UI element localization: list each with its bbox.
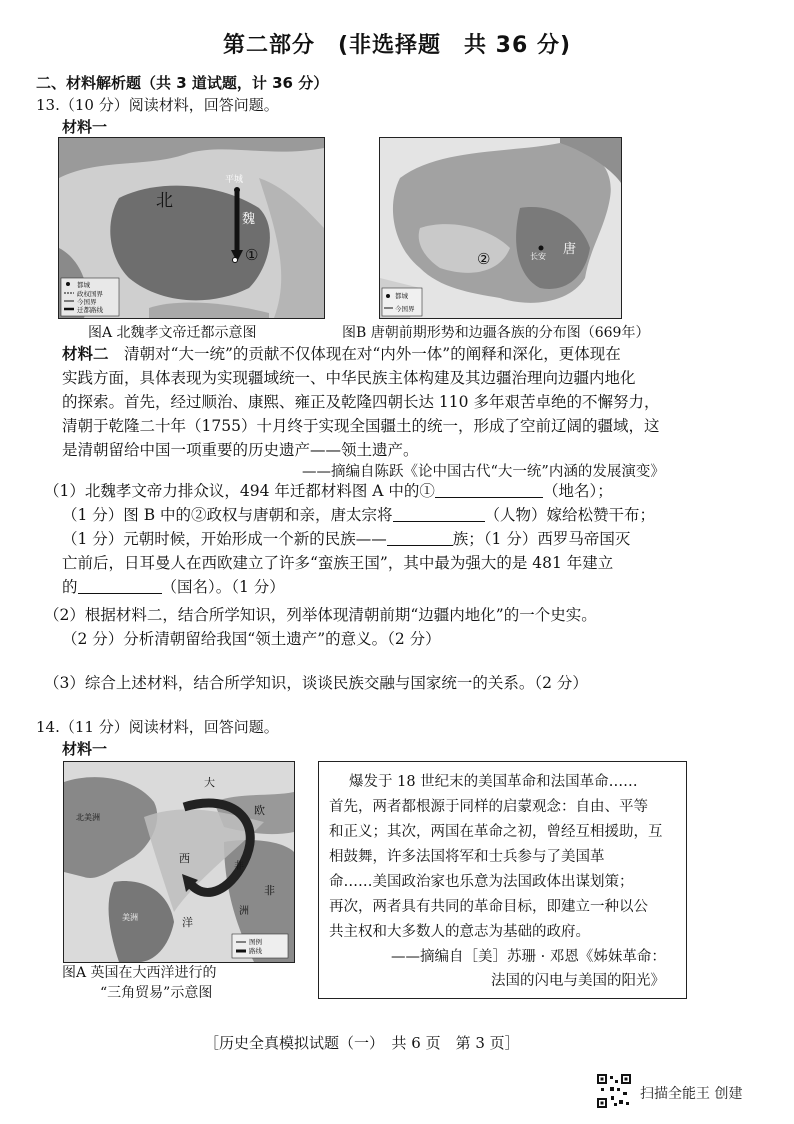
legend-trade-2: 路线 — [249, 947, 262, 955]
q13-1-text-d: （人物）嫁给松赞干布； — [484, 506, 656, 524]
quote-line-2: 首先，两者都根源于同样的启蒙观念：自由、平等 — [329, 799, 648, 815]
answer-blank-kingdom[interactable] — [78, 577, 162, 594]
marker-2: ② — [477, 250, 491, 268]
answer-blank-ethnic[interactable] — [387, 529, 453, 546]
quote-line-3: 和正义；其次，两国在革命之初，曾经互相援助，互 — [329, 824, 663, 840]
trade-map-caption-1: 图A 英国在大西洋进行的 — [62, 965, 217, 981]
label-xi: 西 — [179, 852, 190, 865]
q13-1-text-h: （国名）。（1 分） — [161, 578, 285, 596]
q13-1-line-3 — [62, 527, 630, 552]
m2-source: ——摘编自陈跃《论中国古代“大一统”内涵的发展演变》 — [302, 464, 665, 480]
q13-1-text-f: 族；（1 分）西罗马帝国灭 — [452, 530, 631, 548]
map-tang-drawing — [380, 138, 621, 318]
watermark-text: 扫描全能王 创建 — [640, 1086, 743, 1102]
quote-source-2: 法国的闪电与美国的阳光》 — [491, 973, 665, 989]
qr-code — [597, 1074, 631, 1108]
label-pingcheng: 平城 — [225, 175, 244, 185]
legend-boundary: 政权国界 — [77, 290, 103, 298]
label-bei: 北 — [156, 191, 173, 211]
q13-material-2-label: 材料二 — [62, 345, 109, 363]
quote-line-5: 命……美国政治家也乐意为法国政体出谋划策； — [329, 874, 634, 890]
answer-blank-person[interactable] — [393, 505, 485, 522]
legend-route: 迁都路线 — [77, 306, 103, 314]
q13-1-line-4: 亡前后，日耳曼人在西欧建立了许多“蛮族王国”，其中最为强大的是 481 年建立 — [62, 554, 614, 572]
m2-line-2: 实践方面，具体表现为实现疆域统一、中华民族主体构建及其边疆治理向边疆内地化 — [62, 369, 636, 387]
label-north-america: 北美洲 — [76, 813, 100, 822]
map-tang-dynasty — [379, 137, 622, 319]
q13-1-text-e: （1 分）元朝时候，开始形成一个新的民族—— — [62, 530, 387, 548]
map-b-caption: 图B 唐朝前期形势和边疆各族的分布图（669年） — [342, 325, 650, 341]
label-wei: 魏 — [242, 212, 256, 227]
q13-1-line-5 — [62, 575, 285, 600]
q13-material-1-label: 材料一 — [62, 118, 108, 136]
m2-line-1: 清朝对“大一统”的贡献不仅体现在对“内外一体”的阐释和深化，更体现在 — [124, 345, 621, 363]
q13-1-text-g: 的 — [62, 578, 78, 596]
legend-modern-border: 今国界 — [77, 298, 97, 306]
label-changan: 长安 — [530, 252, 546, 261]
map-a-caption: 图A 北魏孝文帝迁都示意图 — [88, 325, 257, 341]
quote-box — [318, 761, 687, 999]
quote-line-7: 共主权和大多数人的意志为基础的政府。 — [329, 924, 590, 940]
legend-trade-1: 图例 — [249, 938, 262, 946]
label-south-america: 美洲 — [122, 913, 138, 922]
legend-b-border: 今国界 — [395, 305, 415, 313]
label-fei: 非 — [234, 861, 244, 872]
section-heading: 二、材料解析题（共 3 道试题，计 36 分） — [36, 74, 329, 92]
q13-3: （3）综合上述材料，结合所学知识，谈谈民族交融与国家统一的关系。（2 分） — [44, 674, 588, 692]
label-africa: 非 — [264, 884, 275, 897]
legend-b-capital: 都城 — [395, 292, 408, 300]
q13-1-line-2 — [62, 503, 655, 528]
q13-1-text-a: （1）北魏孝文帝力排众议，494 年迁都材料图 A 中的① — [44, 482, 435, 500]
quote-line-1: 爆发于 18 世纪末的美国革命和法国革命…… — [349, 774, 638, 790]
page-title: 第二部分 (非选择题 共 36 分) — [222, 33, 572, 58]
m2-line-5: 是清朝留给中国一项重要的历史遗产——领土遗产。 — [62, 441, 419, 459]
label-zhou: 洲 — [239, 906, 249, 917]
label-yang: 洋 — [182, 916, 193, 929]
page-footer: ［历史全真模拟试题（一） 共 6 页 第 3 页］ — [204, 1034, 520, 1052]
q13-stem: 13.（10 分）阅读材料，回答问题。 — [36, 96, 279, 114]
q13-1-line-1 — [44, 479, 613, 504]
label-da: 大 — [204, 776, 215, 789]
label-europe: 欧 — [254, 804, 265, 817]
quote-line-4: 相鼓舞，许多法国将军和士兵参与了美国革 — [329, 849, 605, 865]
q14-material-1-label: 材料一 — [62, 740, 108, 758]
q13-1-text-c: （1 分）图 B 中的②政权与唐朝和亲，唐太宗将 — [62, 506, 393, 524]
q13-2-line-1: （2）根据材料二，结合所学知识，列举体现清朝前期“边疆内地化”的一个史实。 — [44, 606, 597, 624]
map-triangular-trade — [63, 761, 295, 963]
qr-code-drawing — [597, 1074, 631, 1108]
label-tang: 唐 — [563, 242, 577, 257]
marker-1: ① — [245, 246, 259, 264]
q13-2-line-2: （2 分）分析清朝留给我国“领土遗产”的意义。（2 分） — [62, 630, 441, 648]
q13-1-text-b: （地名）； — [542, 482, 613, 500]
q14-stem: 14.（11 分）阅读材料，回答问题。 — [36, 718, 279, 736]
quote-source-1: ——摘编自［美］苏珊 · 邓恩《姊妹革命： — [391, 949, 666, 965]
trade-map-caption-2: “三角贸易”示意图 — [100, 985, 213, 1001]
answer-blank-place[interactable] — [435, 481, 543, 498]
m2-line-3: 的探索。首先，经过顺治、康熙、雍正及乾隆四朝长达 110 多年艰苦卓绝的不懈努力， — [62, 393, 660, 411]
q13-material-2 — [62, 342, 621, 367]
quote-line-6: 再次，两者具有共同的革命目标，即建立一种以公 — [329, 899, 648, 915]
m2-line-4: 清朝于乾隆二十年（1755）十月终于实现全国疆土的统一，形成了空前辽阔的疆域，这 — [62, 417, 660, 435]
map-northern-wei — [58, 137, 325, 319]
legend-capital: 都城 — [77, 281, 90, 289]
